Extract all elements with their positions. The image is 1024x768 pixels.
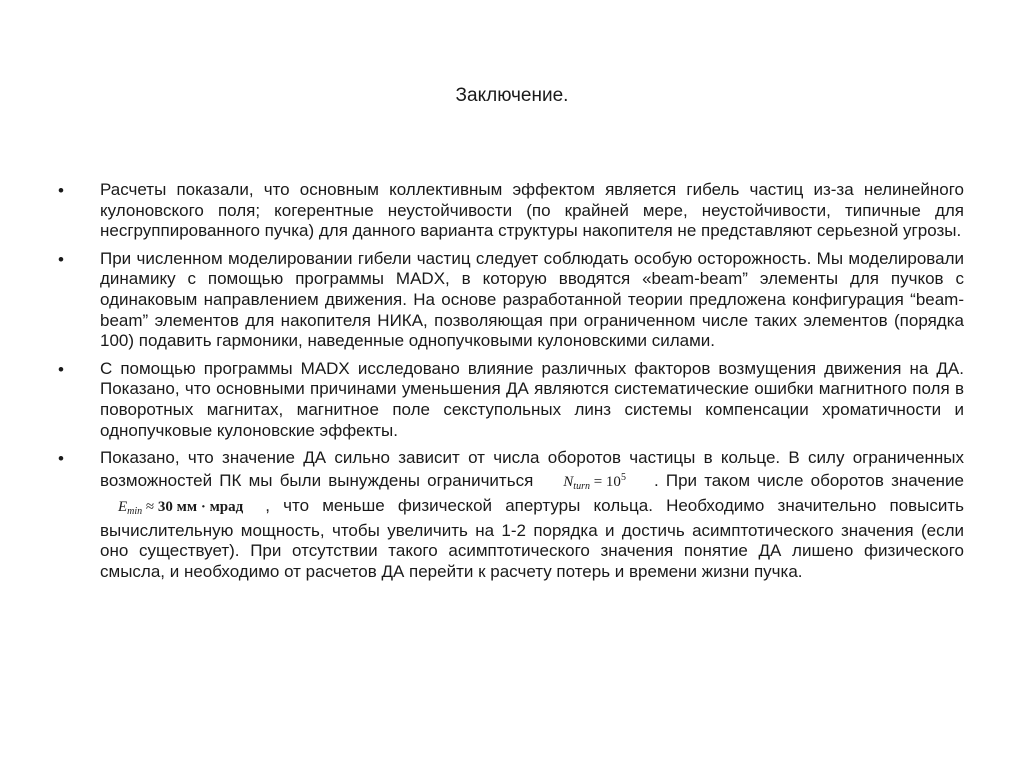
bullet-text: Расчеты показали, что основным коллективным эффектом является гибель частиц из-за нелинейного кулоновского поля; когерентные неустойчивости (по крайней мере, неустойчивости, типичные для несгруппированного пучка) для данного варианта структуры накопителя не представляют серьезной угрозы. (100, 180, 964, 241)
bullet-marker: • (58, 181, 64, 200)
formula-variable: E (118, 498, 128, 515)
formula-subscript: min (127, 505, 143, 517)
formula-operator: = 10 (589, 473, 621, 490)
formula-operator: ≈ (142, 498, 158, 515)
slide-title: Заключение. (455, 85, 569, 106)
bullet-item (58, 180, 964, 242)
formula-n-turn (563, 469, 626, 496)
bullet-marker: • (58, 249, 64, 269)
bullet-item (58, 448, 964, 582)
bullet-item (58, 359, 964, 441)
formula-superscript: 5 (620, 471, 626, 483)
bullet-item (58, 249, 964, 352)
bullet-text: С помощью программы MADX исследовано влияние различных факторов возмущения движения на ДА. Показано, что основными причинами уменьшения ДА являются систематические ошибки магнитного поля в поворотных магнитах, магнитное поле секступольных линз системы компенсации хроматичности и однопучковые кулоновские эффекты. (100, 358, 964, 440)
formula-subscript: turn (573, 480, 590, 492)
bullet-marker: • (58, 359, 64, 379)
formula-variable: N (563, 473, 574, 490)
bullet-text-part: Показано, что значение ДА сильно зависит от числа оборотов частицы в кольце. В силу ограниченных возможностей ПК мы были вынуждены ограничиться (100, 448, 964, 490)
formula-value: 30 мм · мрад (157, 498, 244, 515)
bullet-text-part: , что меньше физической апертуры кольца. Необходимо значительно повысить вычислительную мощность, чтобы увеличить на 1-2 порядка и достичь асимптотического значения (если оно существует). При отсутствии такого асимптотического значения понятие ДА лишено физического смысла, и необходимо от расчетов ДА перейти к расчету потерь и времени жизни пучка. (100, 495, 964, 581)
bullet-text-part: . При таком числе оборотов значение (653, 470, 964, 490)
bullet-text (100, 448, 964, 582)
bullet-list (58, 180, 964, 590)
bullet-marker: • (58, 449, 64, 469)
bullet-text: При численном моделировании гибели частиц следует соблюдать особую осторожность. Мы моделировали динамику с помощью программы MADX, в которую вводятся «beam-beam” элементы для пучков с одинаковым направлением движения. На основе разработанной теории предложена конфигурация “beam-beam” элементов для накопителя НИКА, позволяющая при ограниченном числе таких элементов (порядка 100) подавить гармоники, наведенные однопучковыми кулоновскими силами. (100, 248, 964, 351)
formula-e-min (118, 498, 243, 521)
